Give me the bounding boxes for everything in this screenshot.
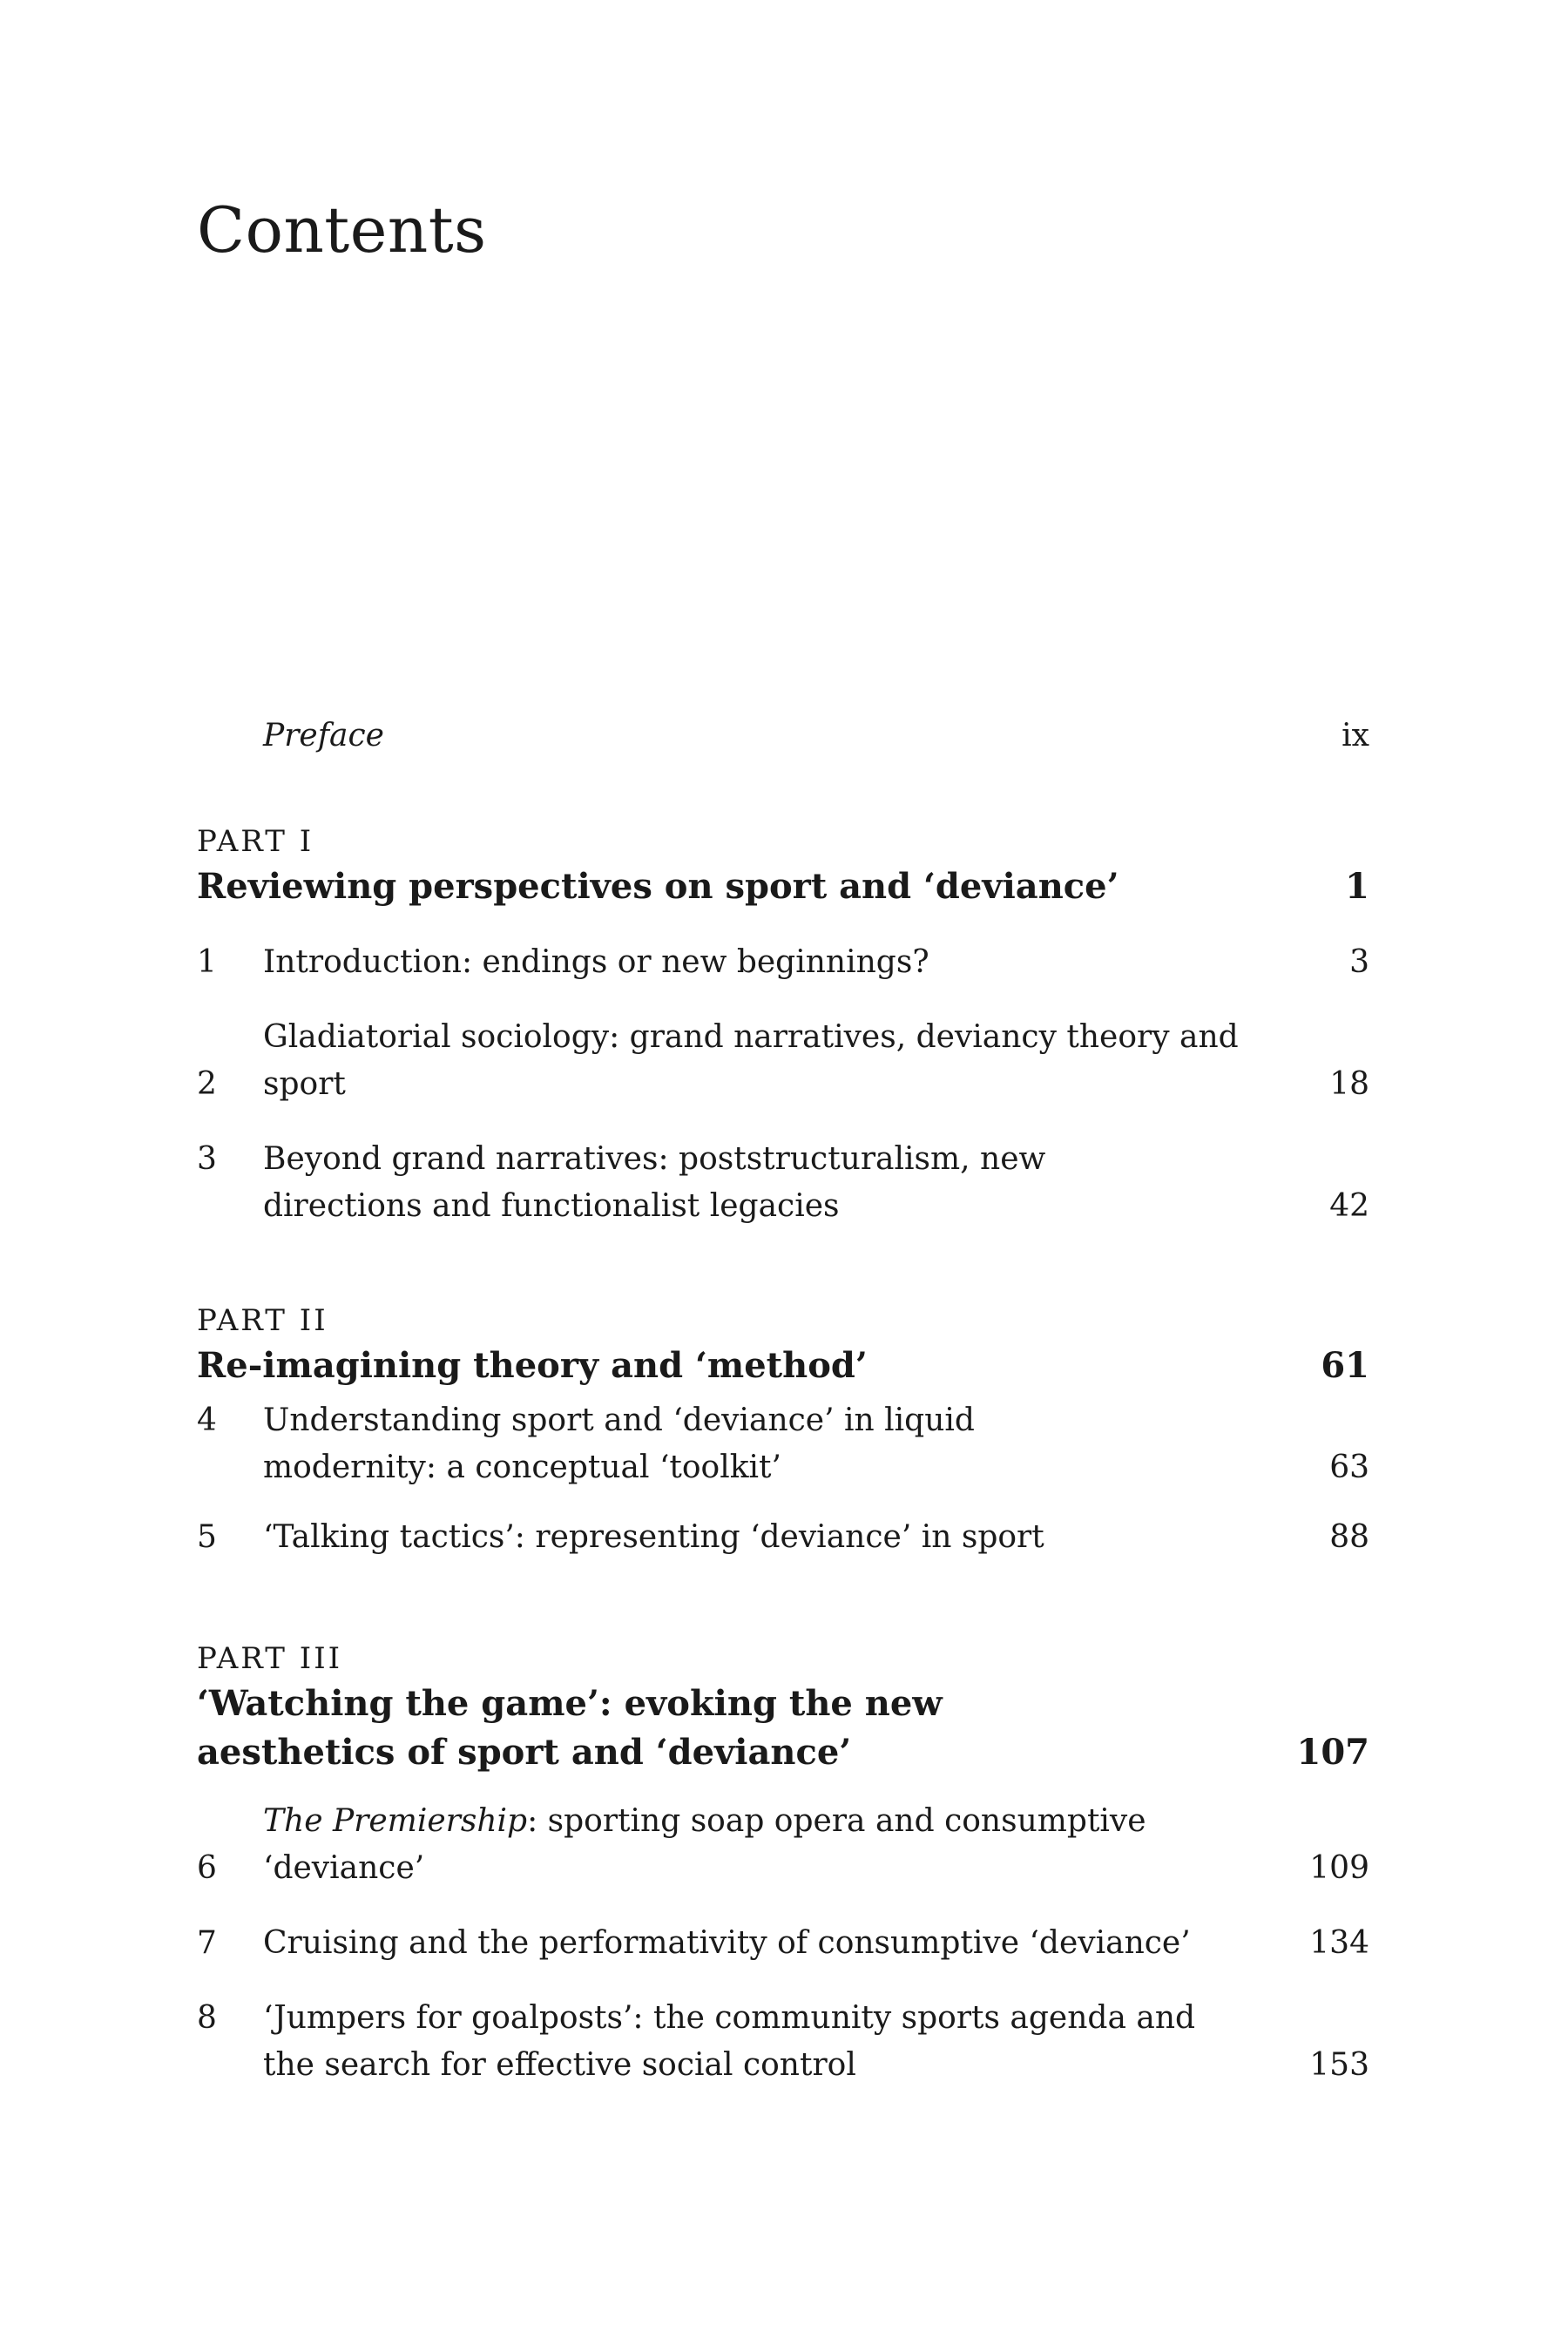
part-title: ‘Watching the game’: evoking the new aesthetics of sport and ‘deviance’ [197,1683,943,1773]
part-page-number: 107 [1296,1732,1369,1773]
part-1 [197,821,1369,1230]
chapter-number: 8 [197,2000,217,2036]
part-label: PART III [197,1641,343,1676]
preface-page-number: ix [1342,718,1369,754]
part-title: Re-imagining theory and ‘method’ [197,1345,868,1386]
part-label: PART I [197,824,314,859]
chapter-number: 6 [197,1850,217,1886]
page-title: Contents [197,193,487,267]
toc-entry-chapter[interactable] [197,1995,1369,2089]
part-heading[interactable] [197,1680,1369,1777]
chapter-number: 4 [197,1402,217,1438]
chapter-title-italic: The Premiership [263,1803,528,1839]
chapter-title: ‘Jumpers for goalposts’: the community sports agenda and the search for effective social control [263,2000,1196,2083]
chapter-page-number: 63 [1329,1450,1369,1485]
part-3 [197,1638,1369,2089]
chapter-title: ‘Talking tactics’: representing ‘deviance’ in sport [263,1519,1044,1555]
preface-title: Preface [263,718,384,754]
part-heading[interactable] [197,1342,1369,1390]
part-2 [197,1300,1369,1561]
chapter-title: Gladiatorial sociology: grand narratives, deviancy theory and sport [263,1019,1239,1102]
table-of-contents [197,697,1369,2089]
toc-entry-chapter[interactable] [197,1514,1369,1561]
part-heading[interactable] [197,862,1369,911]
toc-entry-chapter[interactable] [197,1136,1369,1230]
chapter-page-number: 3 [1349,944,1369,980]
toc-entry-chapter[interactable] [197,1397,1369,1491]
chapter-page-number: 153 [1309,2047,1369,2083]
toc-entry-chapter[interactable] [197,1014,1369,1108]
part-page-number: 61 [1321,1345,1369,1386]
part-label: PART II [197,1303,328,1338]
toc-entry-chapter[interactable] [197,939,1369,986]
toc-entry-preface[interactable] [197,697,1369,775]
chapter-title: Beyond grand narratives: poststructuralism, new directions and functionalist legacies [263,1141,1046,1224]
chapter-page-number: 109 [1309,1850,1369,1886]
toc-entry-chapter[interactable] [197,1798,1369,1892]
chapter-page-number: 18 [1329,1066,1369,1102]
chapter-title [263,1798,1309,1892]
chapter-number: 3 [197,1141,217,1177]
part-title: Reviewing perspectives on sport and ‘deviance’ [197,866,1119,907]
chapter-title: Introduction: endings or new beginnings? [263,944,929,980]
chapter-number: 5 [197,1519,217,1555]
chapter-title-rest: : sporting soap opera and consumptive ‘deviance’ [263,1803,1146,1886]
chapter-page-number: 42 [1329,1188,1369,1224]
chapter-page-number: 134 [1309,1925,1369,1961]
chapter-title: Cruising and the performativity of consumptive ‘deviance’ [263,1925,1191,1961]
chapter-number: 1 [197,944,217,980]
chapter-number: 7 [197,1925,217,1961]
chapter-number: 2 [197,1066,217,1102]
chapter-page-number: 88 [1329,1519,1369,1555]
chapter-title: Understanding sport and ‘deviance’ in liquid modernity: a conceptual ‘toolkit’ [263,1402,975,1485]
part-page-number: 1 [1345,866,1369,907]
toc-entry-chapter[interactable] [197,1920,1369,1967]
